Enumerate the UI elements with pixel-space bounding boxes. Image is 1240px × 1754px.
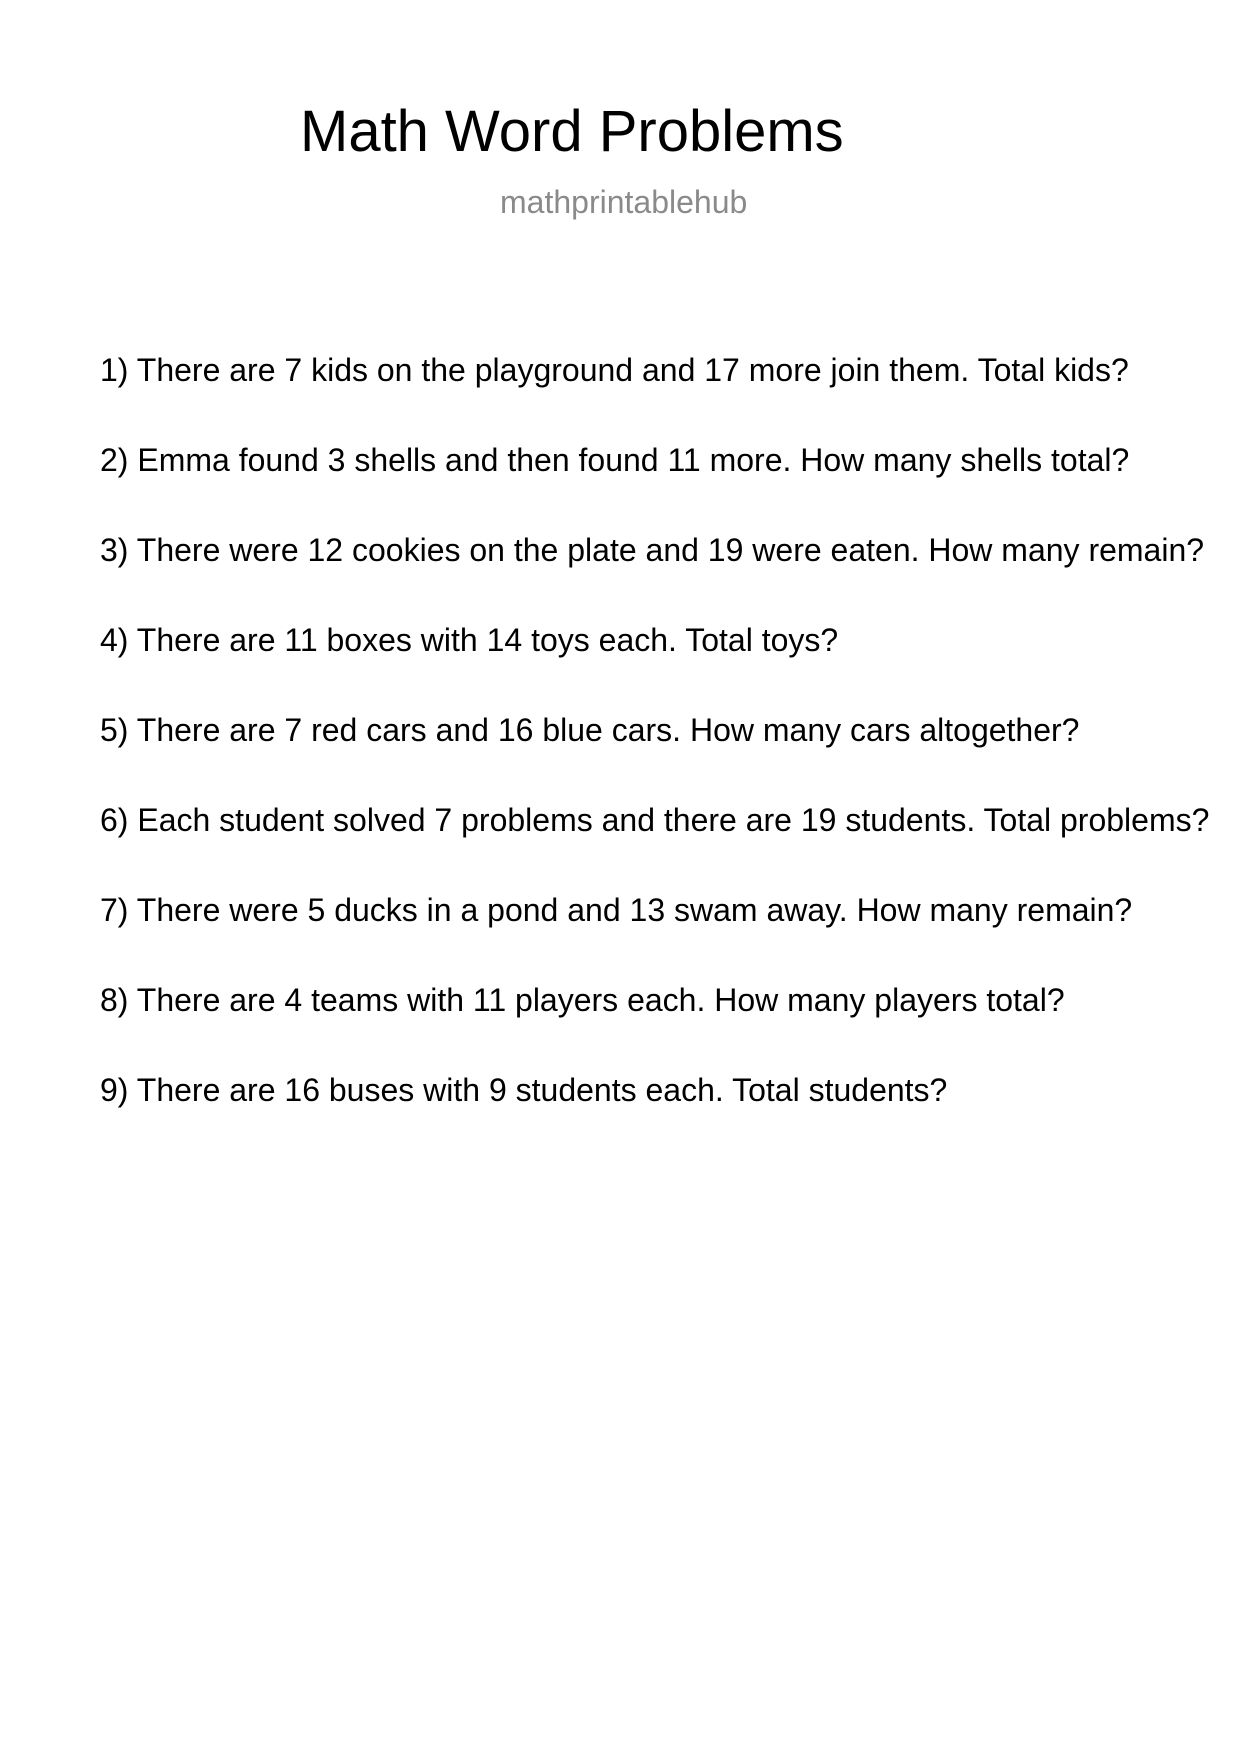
problem-item-5: 5) There are 7 red cars and 16 blue cars. How many cars altogether? <box>100 712 1080 748</box>
problem-item-6: 6) Each student solved 7 problems and there are 19 students. Total problems? <box>100 802 1210 838</box>
publisher-name: mathprintablehub <box>500 184 748 220</box>
problem-item-9: 9) There are 16 buses with 9 students each. Total students? <box>100 1072 948 1108</box>
page-title: Math Word Problems <box>300 99 844 164</box>
problem-item-7: 7) There were 5 ducks in a pond and 13 swam away. How many remain? <box>100 892 1133 928</box>
problem-item-4: 4) There are 11 boxes with 14 toys each. Total toys? <box>100 622 839 658</box>
problem-item-1: 1) There are 7 kids on the playground and 17 more join them. Total kids? <box>100 352 1129 388</box>
problem-item-3: 3) There were 12 cookies on the plate and 19 were eaten. How many remain? <box>100 532 1205 568</box>
problem-list <box>100 348 1240 1158</box>
problem-item-8: 8) There are 4 teams with 11 players each. How many players total? <box>100 982 1065 1018</box>
problem-item-2: 2) Emma found 3 shells and then found 11 more. How many shells total? <box>100 442 1130 478</box>
